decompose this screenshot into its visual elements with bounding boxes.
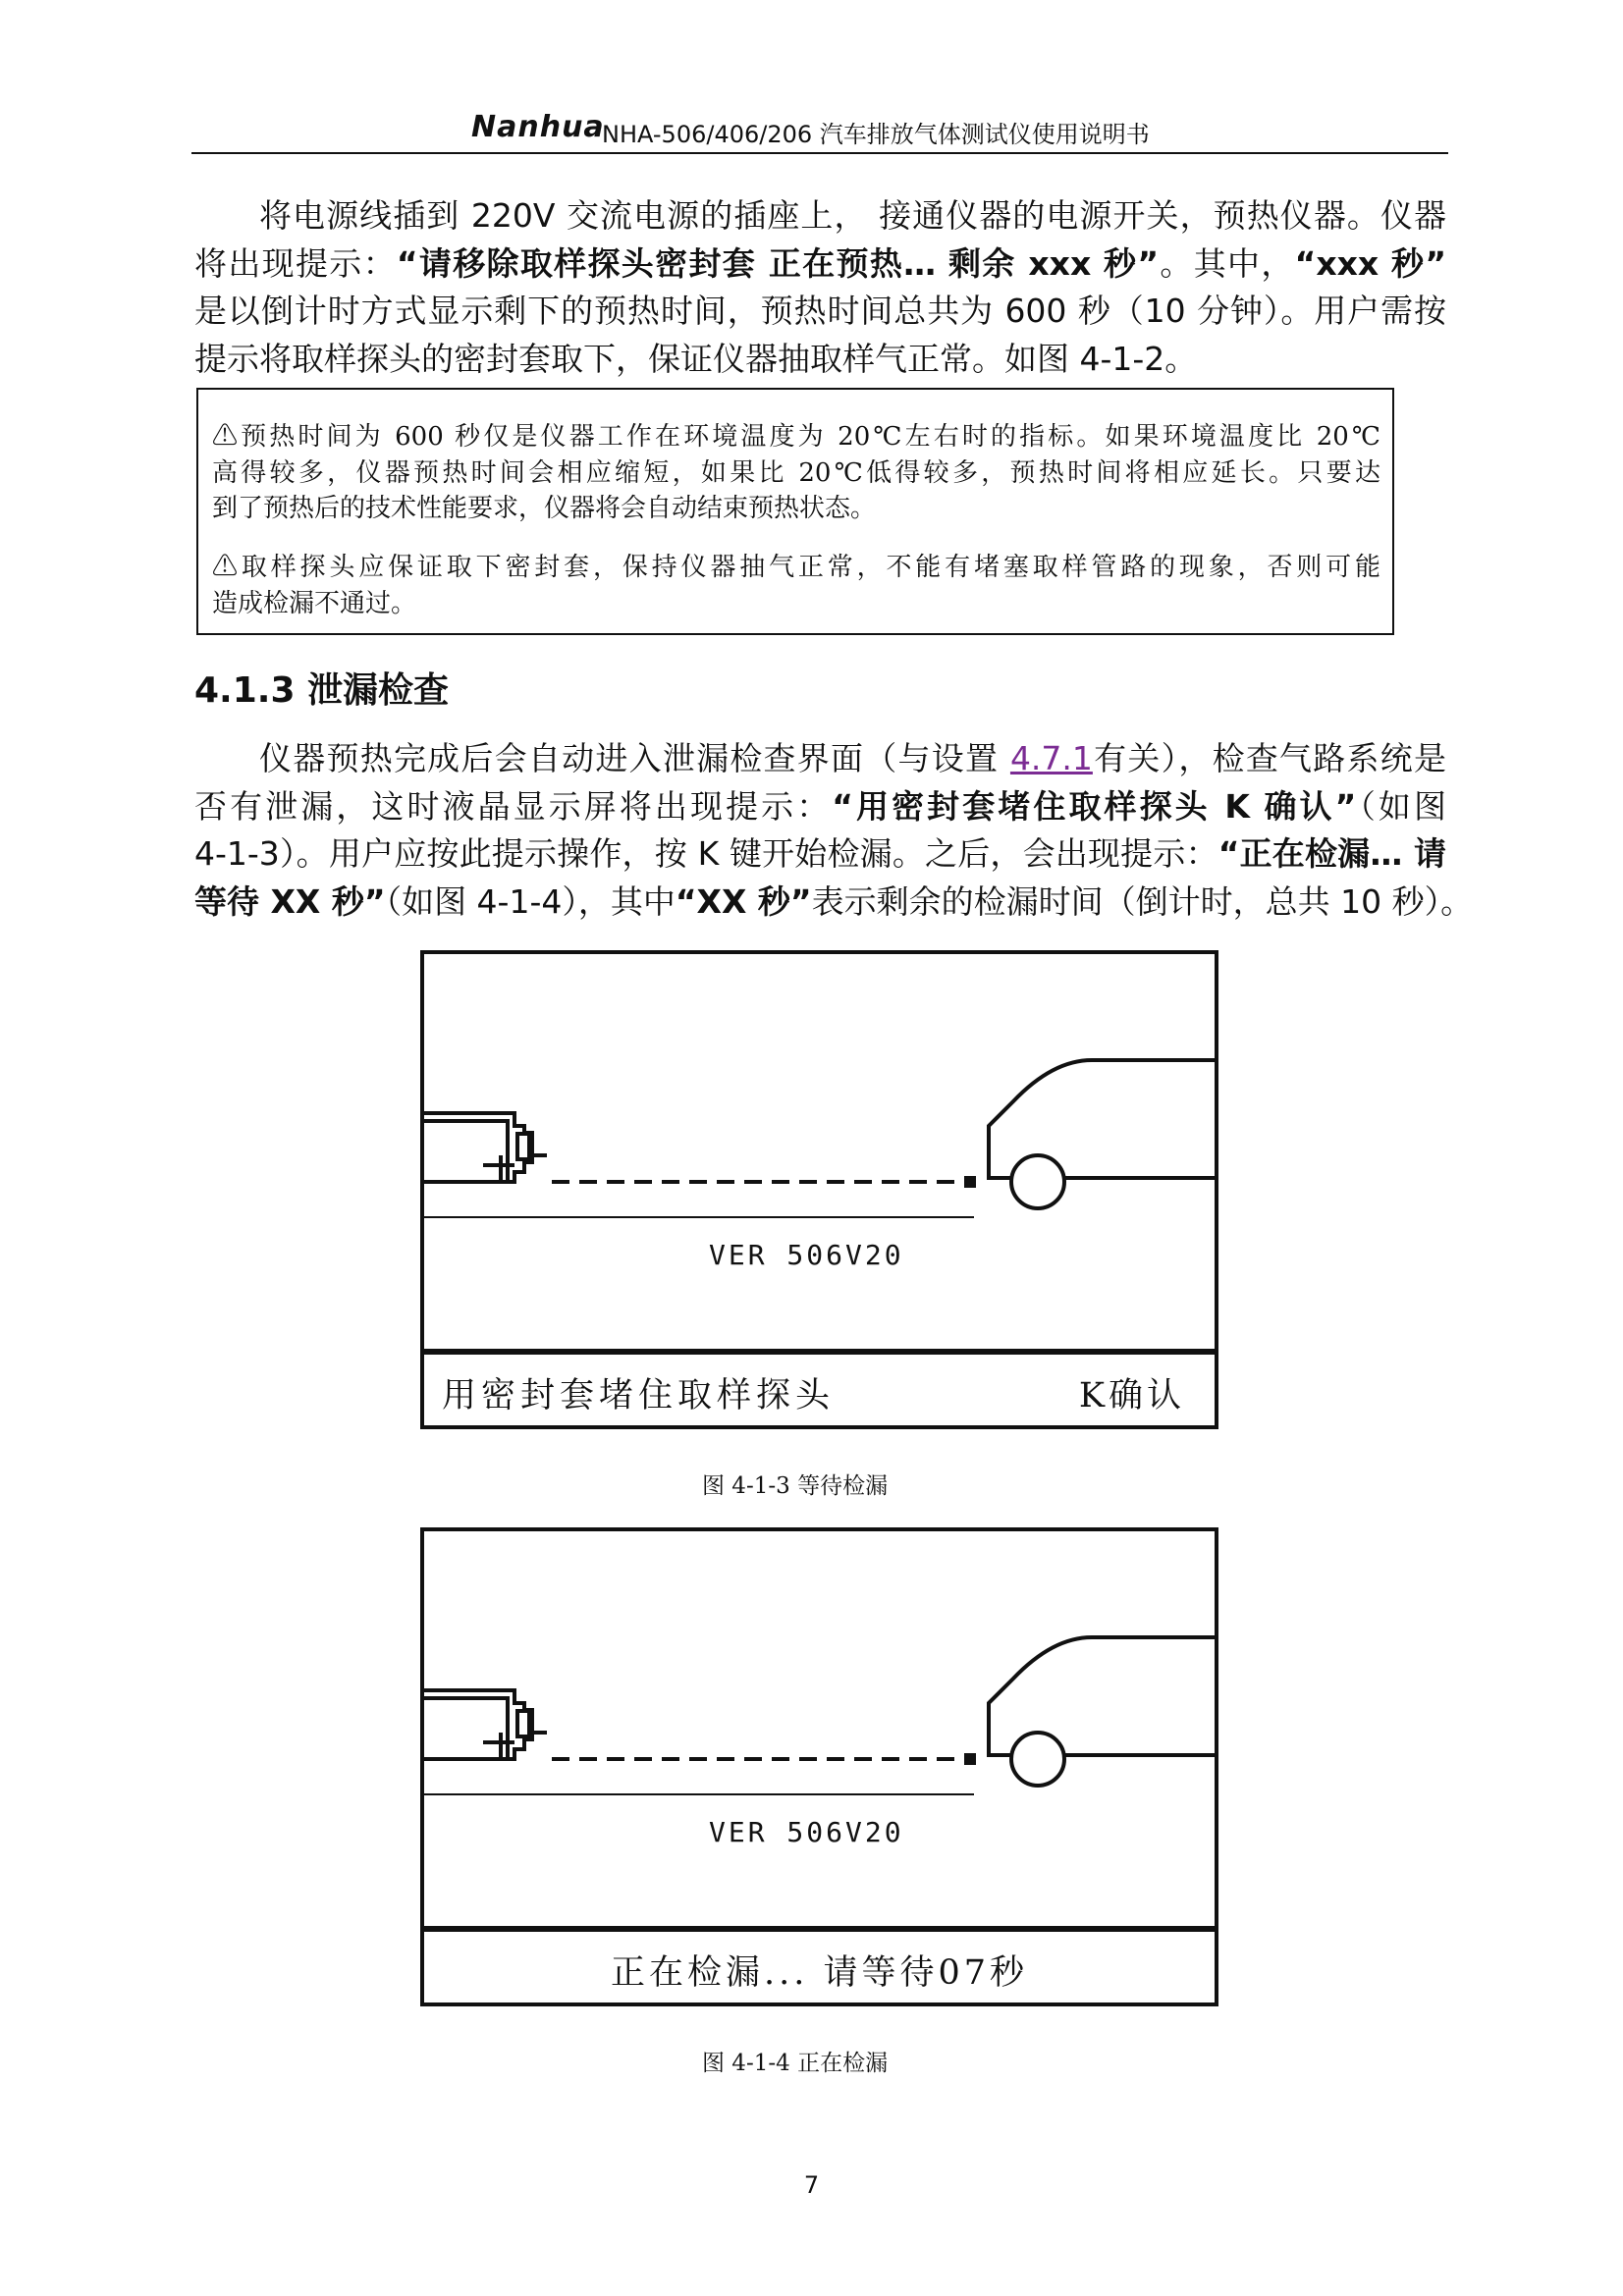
lcd-status-bar [424,1349,1215,1425]
para2-line4: 等待 XX 秒”（如图 4-1-4），其中“XX 秒”表示剩余的检漏时间（倒计时，总共 10 秒）。 [194,881,1474,921]
para2-line3: 4-1-3）。用户应按此提示操作，按 K 键开始检漏。之后，会出现提示：“正在检漏… 请 [194,834,1446,873]
document-title: NHA-506/406/206 汽车排放气体测试仪使用说明书 [602,121,1150,148]
warmup-prompt: “请移除取样探头密封套 正在预热… 剩余 xxx 秒” [396,243,1160,283]
para2-line2: 否有泄漏，这时液晶显示屏将出现提示：“用密封套堵住取样探头 K 确认”（如图 [194,786,1446,826]
car-wheel [1011,1733,1064,1786]
countdown-term: “xxx 秒” [1294,243,1447,283]
para1-line3: 是以倒计时方式显示剩下的预热时间，预热时间总共为 600 秒（10 分钟）。用户需按 [194,292,1446,330]
lcd-screen-figure-4-1-3 [420,950,1218,1429]
section-heading: 4.1.3 泄漏检查 [194,670,450,711]
lcd-status-bar [424,1926,1215,2002]
settings-4-7-1-link[interactable]: 4.7.1 [1009,739,1093,777]
version-label: VER 506V20 [709,1239,904,1271]
seal-probe-message: 用密封套堵住取样探头 [442,1376,836,1415]
probe-car-illustration [424,954,1215,1357]
leak-checking-message: 正在检漏... 请等待07秒 [610,1953,1029,1993]
para2-line1: 仪器预热完成后会自动进入泄漏检查界面（与设置 4.7.1有关），检查气路系统是 [259,739,1447,777]
figure-caption-4-1-3: 图 4-1-3 等待检漏 [702,1473,889,1499]
car-wheel [1011,1155,1064,1208]
k-confirm-label: K确认 [1078,1376,1185,1415]
page-header [191,110,1448,151]
seal-prompt: “用密封套堵住取样探头 K 确认” [832,786,1357,826]
probe-car-illustration-2 [424,1531,1215,1934]
para1-line1: 将电源线插到 220V 交流电源的插座上， 接通仪器的电源开关，预热仪器。仪器 [259,196,1446,235]
para1-line2: 将出现提示：“请移除取样探头密封套 正在预热… 剩余 xxx 秒”。其中，“xxx 秒” [194,243,1447,283]
version-label: VER 506V20 [709,1816,904,1848]
warning-note-seal: ⚠取样探头应保证取下密封套，保持仪器抽气正常，不能有堵塞取样管路的现象，否则可能 造成检漏不通过。 [212,553,1380,618]
warning-note-warmup: ⚠预热时间为 600 秒仅是仪器工作在环境温度为 20℃左右时的指标。如果环境温度比 20℃ 高得较多，仪器预热时间会相应缩短，如果比 20℃低得较多，预热时间将相应延长。只要达 到了预热后的技术性能要求，仪器将会自动结束预热状态。 [212,422,1380,523]
nanhua-logo: Nanhua [471,110,605,144]
para1-line4: 提示将取样探头的密封套取下，保证仪器抽取样气正常。如图 4-1-2。 [194,339,1198,378]
figure-caption-4-1-4: 图 4-1-4 正在检漏 [702,2051,889,2076]
leak-check-paragraph [194,735,1474,926]
page-number: 7 [803,2171,820,2199]
warmup-paragraph [194,192,1446,383]
lcd-screen-figure-4-1-4 [420,1527,1218,2006]
warning-notes-box [196,388,1394,635]
checking-prompt: “正在检漏… 请 [1217,834,1446,873]
header-rule [191,152,1448,154]
